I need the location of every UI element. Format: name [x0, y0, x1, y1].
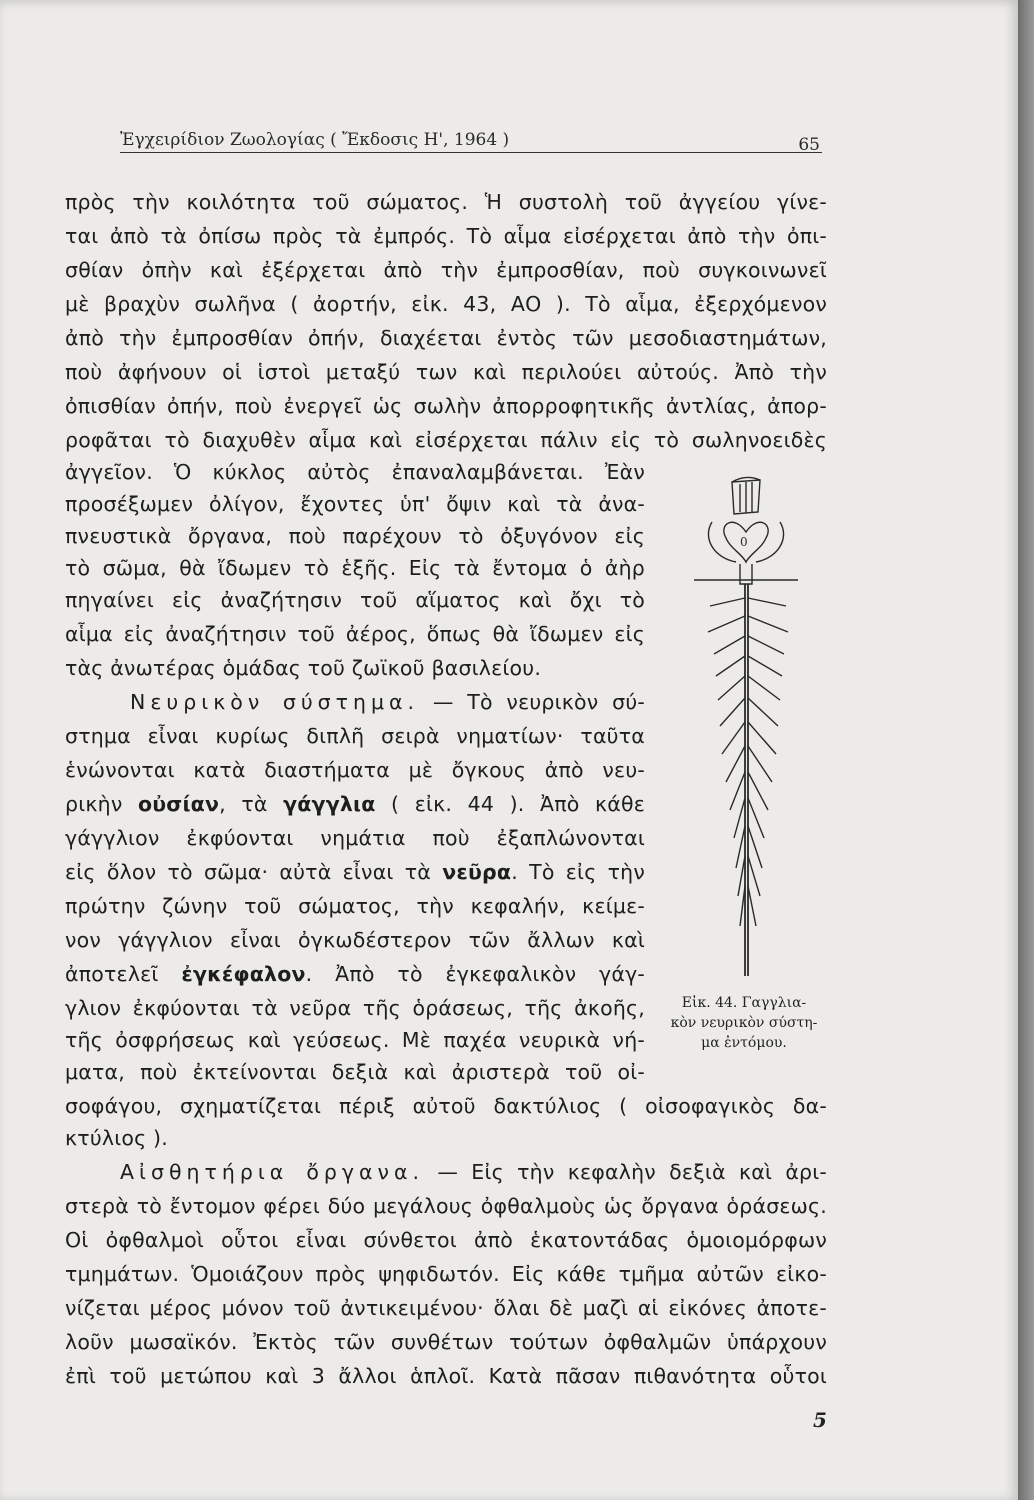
header-rule	[120, 152, 822, 153]
term-gangli: γάγγλια	[283, 792, 376, 816]
body-line	[65, 790, 645, 818]
body-line: αἷμα εἰς ἀναζήτησιν τοῦ ἀέρος, ὅπως θὰ ἴδωμεν εἰς	[65, 622, 645, 646]
text-span: εἰς ὅλον τὸ σῶμα· αὐτὰ εἶναι τὰ	[65, 860, 432, 884]
body-line: σθίαν ὀπὴν καὶ ἐξέρχεται ἀπὸ τὴν ἐμπροσθίαν, ποὺ συγκοινωνεῖ	[65, 258, 827, 282]
body-line: ἐπὶ τοῦ μετώπου καὶ 3 ἄλλοι ἁπλοῖ. Κατὰ πᾶσαν πιθανότητα οὗτοι	[65, 1364, 827, 1388]
section-nervous-line-1	[130, 688, 645, 716]
text-span: ( εἰκ. 44 ). Ἀπὸ κάθε	[375, 792, 645, 816]
body-line: ἀπὸ τὴν ἐμπροσθίαν ὀπήν, διαχέεται ἐντὸς τῶν μεσοδιαστημάτων,	[65, 326, 827, 350]
body-line: πηγαίνει εἰς ἀναζήτησιν τοῦ αἵματος καὶ ὄχι τὸ	[65, 588, 645, 612]
body-line: κτύλιος ).	[65, 1126, 168, 1150]
body-line: ροφᾶται τὸ διαχυθὲν αἷμα καὶ εἰσέρχεται πάλιν εἰς τὸ σωληνοειδὲς	[65, 428, 827, 452]
body-line: ὀπισθίαν ὀπήν, ποὺ ἐνεργεῖ ὡς σωλὴν ἀπορροφητικῆς ἀντλίας, ἀπορ-	[65, 394, 827, 418]
body-line: ἑνώνονται κατὰ διαστήματα μὲ ὄγκους ἀπὸ νευ-	[65, 758, 645, 782]
text-span: . Ἀπὸ τὸ ἐγκεφαλικὸν γάγ-	[305, 962, 645, 986]
caption-line: μα ἐντόμου.	[701, 1035, 787, 1051]
figure-label: 0	[740, 535, 748, 549]
caption-line: Εἰκ. 44. Γαγγλια-	[681, 995, 807, 1011]
body-line: λοῦν μωσαϊκόν. Ἐκτὸς τῶν συνθέτων τούτων ὀφθαλμῶν ὑπάρχουν	[65, 1330, 827, 1354]
figure-caption	[664, 993, 824, 1053]
text-span: ρικὴν	[65, 792, 123, 816]
term-enkefalon: ἐγκέφαλον	[181, 962, 306, 986]
text-span: οὐσίαν	[137, 792, 220, 816]
body-line: ται ἀπὸ τὰ ὀπίσω πρὸς τὰ ἐμπρός. Τὸ αἷμα εἰσέρχεται ἀπὸ τὴν ὀπι-	[65, 224, 827, 248]
text-span: — Τὸ νευρικὸν σύ-	[432, 690, 646, 714]
text-span: , τὰ	[219, 792, 268, 816]
body-line: Οἱ ὀφθαλμοὶ οὗτοι εἶναι σύνθετοι ἀπὸ ἑκατοντάδας ὁμοιομόρφων	[65, 1228, 827, 1252]
body-line: τὸ σῶμα, θὰ ἴδωμεν τὸ ἑξῆς. Εἰς τὰ ἔντομα ὁ ἀὴρ	[65, 556, 645, 580]
header-title: Ἐγχειρίδιον Ζωολογίας ( Ἔκδοσις Η', 1964 )	[120, 130, 510, 150]
section-heading-senses: Αἰσθητήρια ὄργανα.	[120, 1160, 425, 1184]
page-edge	[1018, 0, 1034, 1500]
body-line: πρώτην ζώνην τοῦ σώματος, τὴν κεφαλήν, κείμε-	[65, 894, 645, 918]
body-line: μὲ βραχὺν σωλῆνα ( ἀορτήν, εἰκ. 43, ΑΟ ). Τὸ αἷμα, ἐξερχόμενον	[65, 292, 827, 316]
body-line	[65, 960, 645, 988]
body-line: προσέξωμεν ὀλίγον, ἔχοντες ὑπ' ὄψιν καὶ τὰ ἀνα-	[65, 492, 645, 516]
body-line: τὰς ἀνωτέρας ὁμάδας τοῦ ζωϊκοῦ βασιλείου.	[65, 656, 542, 680]
body-line: νίζεται μέρος μόνον τοῦ ἀντικειμένου· ὅλαι δὲ μαζὶ αἱ εἰκόνες ἀποτε-	[65, 1296, 827, 1320]
section-senses-line-1	[120, 1158, 827, 1186]
body-line: πνευστικὰ ὄργανα, ποὺ παρέχουν τὸ ὀξυγόνον εἰς	[65, 524, 645, 548]
body-line: γλιον ἐκφύονται τὰ νεῦρα τῆς ὁράσεως, τῆς ἀκοῆς,	[65, 996, 645, 1020]
term-neura: νεῦρα	[442, 860, 512, 884]
body-line: στερὰ τὸ ἔντομον φέρει δύο μεγάλους ὀφθαλμοὺς ὡς ὄργανα ὁράσεως.	[65, 1194, 827, 1218]
body-line: νον γάγγλιον εἶναι ὀγκωδέστερον τῶν ἄλλων καὶ	[65, 928, 645, 952]
text-span: ἀποτελεῖ	[65, 962, 159, 986]
body-line: πρὸς τὴν κοιλότητα τοῦ σώματος. Ἡ συστολὴ τοῦ ἀγγείου γίνε-	[65, 190, 827, 214]
page-number: 65	[798, 135, 820, 155]
body-line: ποὺ ἀφήνουν οἱ ἱστοὶ μεταξύ των καὶ περιλούει αὐτούς. Ἀπὸ τὴν	[65, 360, 827, 384]
text-span: — Εἰς τὴν κεφαλὴν δεξιὰ καὶ ἀρι-	[437, 1160, 828, 1184]
section-heading-nervous: Νευρικὸν σύστημα.	[130, 690, 420, 714]
body-line: ἀγγεῖον. Ὁ κύκλος αὐτὸς ἐπαναλαμβάνεται. Ἐὰν	[65, 460, 645, 484]
body-line: στημα εἶναι κυρίως διπλῆ σειρὰ νηματίων· ταῦτα	[65, 724, 645, 748]
text-span: . Τὸ εἰς τὴν	[511, 860, 646, 884]
body-line: τῆς ὀσφρήσεως καὶ γεύσεως. Μὲ παχέα νευρικὰ νή-	[65, 1028, 645, 1052]
body-line	[65, 858, 645, 886]
body-line: γάγγλιον ἐκφύονται νημάτια ποὺ ἐξαπλώνονται	[65, 826, 645, 850]
figure-insect-nervous-system	[690, 476, 810, 996]
body-line: τμημάτων. Ὁμοιάζουν πρὸς ψηφιδωτόν. Εἰς κάθε τμῆμα αὐτῶν εἰκο-	[65, 1262, 827, 1286]
body-line: σοφάγου, σχηματίζεται πέριξ αὐτοῦ δακτύλιος ( οἰσοφαγικὸς δα-	[65, 1094, 827, 1118]
body-line: ματα, ποὺ ἐκτείνονται δεξιὰ καὶ ἀριστερὰ τοῦ οἰ-	[65, 1060, 645, 1084]
caption-line: κὸν νευρικὸν σύστη-	[670, 1015, 818, 1031]
signature-number: 5	[813, 1408, 827, 1432]
